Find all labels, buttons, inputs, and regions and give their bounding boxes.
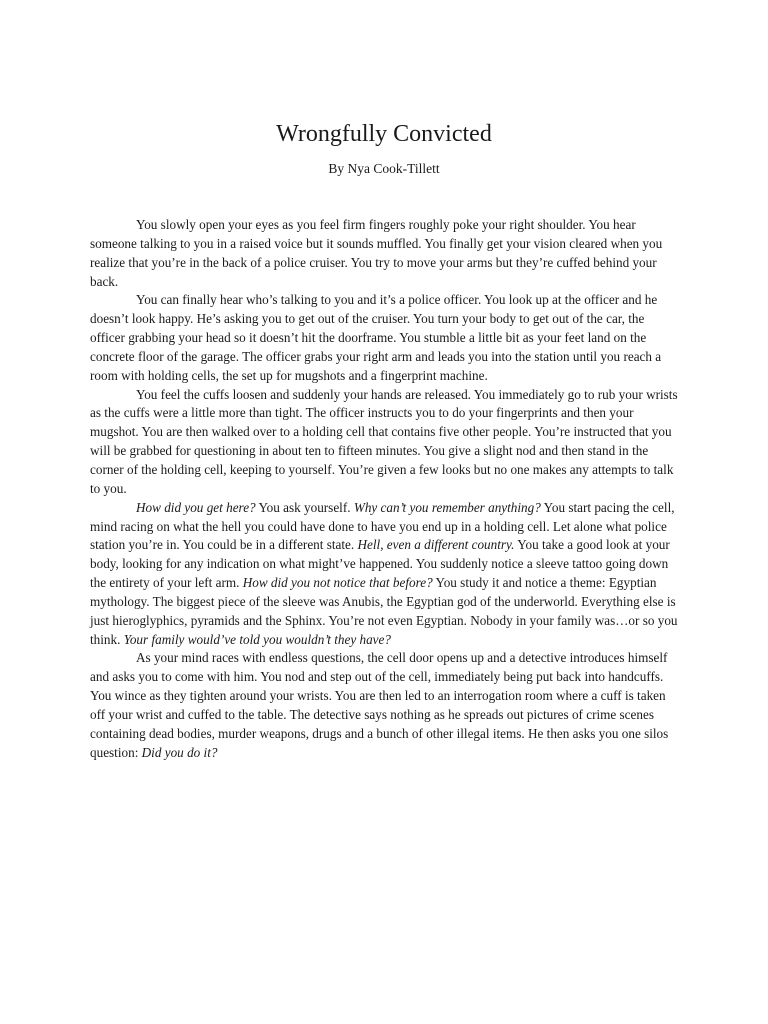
paragraph-3 bbox=[90, 386, 678, 499]
paragraph-text: You feel the cuffs loosen and suddenly your hands are released. You immediately go to rub your wrists as the cuffs were a little more than tight. The officer instructs you to do your fingerprints and then your mugshot. You are then walked over to a holding cell that contains five other people. You’re instructed that you will be grabbed for questioning in about ten to fifteen minutes. You give a slight nod and then stand in the corner of the holding cell, keeping to yourself. You’re given a few looks but no one makes any attempts to talk to you. bbox=[90, 386, 678, 496]
paragraph-text: You take a good look at your body, looking for any indication on what might’ve happened. You suddenly notice a sleeve tattoo going down the entirety of your left arm. bbox=[90, 537, 670, 591]
paragraph-text: As your mind races with endless questions, the cell door opens up and a detective introduces himself and asks you to come with him. You nod and step out of the cell, immediately being put back into handcuffs. You wince as they tighten around your wrists. You are then led to an interrogation room where a cuff is taken off your wrist and cuffed to the table. The detective says nothing as he spreads out pictures of crime scenes containing dead bodies, murder weapons, drugs and a bunch of other illegal items. He then asks you one silos question: bbox=[90, 650, 669, 760]
paragraph-text: You can finally hear who’s talking to you and it’s a police officer. You look up at the officer and he doesn’t look happy. He’s asking you to get out of the cruiser. You turn your body to get out of the car, the officer grabbing your head so it doesn’t hit the doorframe. You stumble a little bit as your feet land on the concrete floor of the garage. The officer grabs your right arm and leads you into the station until you reach a room with holding cells, the set up for mugshots and a fingerprint machine. bbox=[90, 292, 662, 383]
italic-thought: Hell, even a different country. bbox=[357, 537, 515, 553]
paragraph-text: You study it and notice a theme: Egyptian mythology. The biggest piece of the sleeve was Anubis, the Egyptian god of the underworld. Everything else is just hieroglyphics, pyramids and the Sphinx. You’re not even Egyptian. Nobody in your family was…or so you think. bbox=[90, 575, 678, 647]
italic-thought: How did you get here? bbox=[136, 499, 256, 515]
document-title: Wrongfully Convicted bbox=[276, 121, 492, 147]
paragraph-1 bbox=[90, 216, 678, 291]
italic-thought: How did you not notice that before? bbox=[242, 575, 433, 591]
paragraph-text: You slowly open your eyes as you feel firm fingers roughly poke your right shoulder. You hear someone talking to you in a raised voice but it sounds muffled. You finally get your vision cleared when you realize that you’re in the back of a police cruiser. You try to move your arms but they’re cuffed behind your back. bbox=[90, 217, 663, 289]
paragraph-2 bbox=[90, 291, 678, 385]
author-byline: By Nya Cook-Tillett bbox=[328, 161, 440, 176]
paragraph-text: You ask yourself. bbox=[255, 499, 354, 515]
paragraph-text: You start pacing the cell, mind racing on what the hell you could have done to have you end up in a holding cell. Let alone what police station you’re in. You could be in a different state. bbox=[90, 499, 675, 553]
italic-thought: Did you do it? bbox=[141, 744, 218, 760]
italic-thought: Why can’t you remember anything? bbox=[353, 499, 541, 515]
story-body bbox=[90, 216, 678, 762]
paragraph-5 bbox=[90, 649, 678, 762]
italic-thought: Your family would’ve told you wouldn’t they have? bbox=[123, 631, 391, 647]
paragraph-4 bbox=[90, 499, 678, 650]
